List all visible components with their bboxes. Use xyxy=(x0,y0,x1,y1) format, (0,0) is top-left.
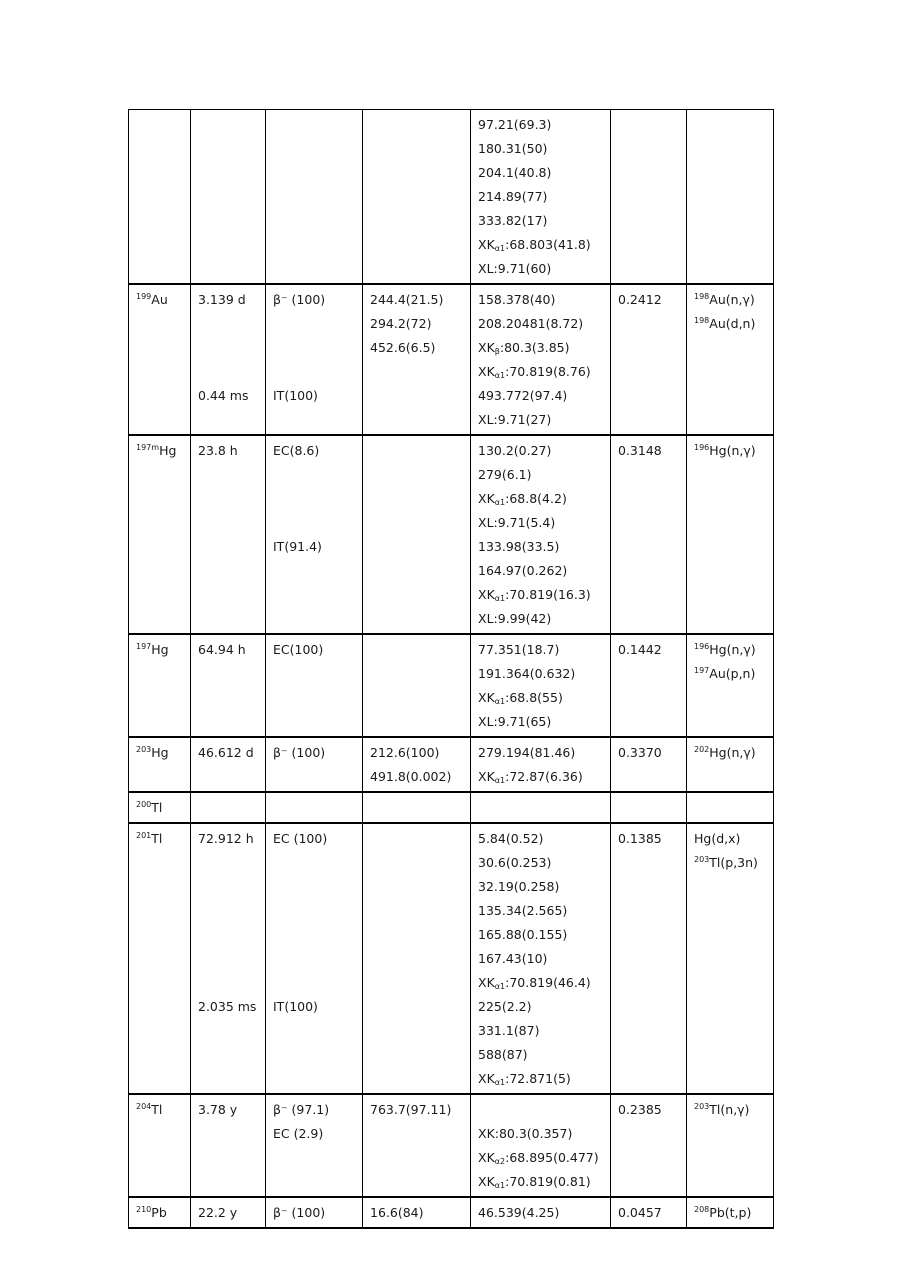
table-row xyxy=(129,435,774,634)
decay-mode-cell xyxy=(266,435,363,634)
table-row xyxy=(129,110,774,285)
half-life-cell xyxy=(191,435,266,634)
decay-mode-line: IT(100) xyxy=(273,388,318,403)
half-life-cell xyxy=(191,823,266,1094)
decay-mode-cell xyxy=(266,792,363,823)
half-life-line xyxy=(198,796,259,820)
gamma-energy-line: 208.20481(8.72) xyxy=(478,316,584,331)
nuclide-cell xyxy=(129,823,191,1094)
xray-subscript: α1 xyxy=(494,244,506,253)
nuclide-cell xyxy=(129,1197,191,1228)
gamma-energy-line: XL:9.99(42) xyxy=(478,611,552,626)
mass-number: 208 xyxy=(694,1205,710,1214)
xray-subscript: α1 xyxy=(494,1078,506,1087)
dose-constant-cell xyxy=(611,110,687,285)
table-row xyxy=(129,634,774,737)
gamma-energy-line: XL:9.71(65) xyxy=(478,714,552,729)
decay-mode-line xyxy=(273,971,356,995)
element-symbol: Tl xyxy=(151,1102,163,1117)
mass-number: 196 xyxy=(694,443,710,452)
half-life-line xyxy=(198,971,259,995)
nuclide-label xyxy=(136,741,184,765)
gamma-energy-line: 164.97(0.262) xyxy=(478,563,568,578)
gamma-energy-line: XL:9.71(27) xyxy=(478,412,552,427)
gamma-energy-line: 167.43(10) xyxy=(478,951,548,966)
production-reaction-line xyxy=(694,113,767,137)
half-life-line xyxy=(198,336,259,360)
mass-number: 197m xyxy=(136,443,160,452)
dose-constant-cell xyxy=(611,737,687,792)
element-symbol: Hg xyxy=(151,642,169,657)
decay-mode-line xyxy=(273,463,356,487)
gamma-energy-line: 214.89(77) xyxy=(478,189,548,204)
decay-mode-line xyxy=(273,851,356,875)
half-life-line: 0.44 ms xyxy=(198,388,249,403)
half-life-line xyxy=(198,312,259,336)
gamma-energy-cell xyxy=(471,792,611,823)
nuclide-label xyxy=(136,1201,184,1225)
beta-energy-cell xyxy=(363,284,471,435)
decay-mode-line: EC(8.6) xyxy=(273,443,320,458)
dose-constant-line: 0.0457 xyxy=(618,1205,662,1220)
gamma-energy-cell xyxy=(471,634,611,737)
production-reaction-line: $^{202}$Hg(n,γ) xyxy=(694,745,756,760)
decay-mode-line xyxy=(273,899,356,923)
table-row xyxy=(129,792,774,823)
decay-mode-line xyxy=(273,923,356,947)
decay-mode-cell xyxy=(266,634,363,737)
gamma-energy-line: 204.1(40.8) xyxy=(478,165,552,180)
beta-energy-line xyxy=(370,638,464,662)
gamma-energy-line: $XK_{\alpha 1}:70.819(0.81)$ xyxy=(478,1174,591,1190)
beta-energy-line: 763.7(97.11) xyxy=(370,1102,452,1117)
production-reaction-cell xyxy=(687,737,774,792)
production-reaction-line: $^{198}$Au(n,γ) xyxy=(694,292,755,307)
nuclide-label xyxy=(136,638,184,662)
gamma-energy-line: 279(6.1) xyxy=(478,467,532,482)
gamma-energy-cell xyxy=(471,110,611,285)
decay-mode-cell xyxy=(266,1094,363,1197)
beta-energy-line: 16.6(84) xyxy=(370,1205,424,1220)
gamma-energy-line: 191.364(0.632) xyxy=(478,666,576,681)
gamma-energy-line: $XK_{\alpha 1}:68.8(4.2)$ xyxy=(478,491,567,507)
dose-constant-cell xyxy=(611,634,687,737)
production-reaction-line: $^{196}$Hg(n,γ) xyxy=(694,443,756,458)
table-row xyxy=(129,284,774,435)
xray-subscript: α1 xyxy=(494,776,506,785)
decay-mode-cell xyxy=(266,110,363,285)
mass-number: 210 xyxy=(136,1205,152,1214)
element-symbol: Tl xyxy=(151,800,163,815)
xray-subscript: α1 xyxy=(494,371,506,380)
production-reaction-cell xyxy=(687,1197,774,1228)
nuclide-cell xyxy=(129,284,191,435)
element-symbol: Pb xyxy=(151,1205,167,1220)
production-reaction-line: $^{198}$Au(d,n) xyxy=(694,316,756,331)
gamma-energy-line: 133.98(33.5) xyxy=(478,539,560,554)
mass-number: 199 xyxy=(136,292,152,301)
xray-subscript: α1 xyxy=(494,982,506,991)
production-reaction-line xyxy=(694,796,767,820)
production-reaction-cell xyxy=(687,110,774,285)
gamma-energy-line: 180.31(50) xyxy=(478,141,548,156)
dose-constant-cell xyxy=(611,1197,687,1228)
half-life-line xyxy=(198,851,259,875)
decay-mode-line: IT(100) xyxy=(273,999,318,1014)
half-life-line: 64.94 h xyxy=(198,642,246,657)
mass-number: 203 xyxy=(694,1102,710,1111)
decay-mode-line xyxy=(273,511,356,535)
table-row xyxy=(129,737,774,792)
mass-number: 197 xyxy=(694,666,710,675)
gamma-energy-cell xyxy=(471,284,611,435)
gamma-energy-line: $XK_{\alpha 1}:70.819(46.4)$ xyxy=(478,975,591,991)
half-life-cell xyxy=(191,284,266,435)
decay-mode-line xyxy=(273,796,356,820)
decay-mode-line xyxy=(273,875,356,899)
beta-energy-line: 491.8(0.002) xyxy=(370,769,452,784)
gamma-energy-line: $XK_{\alpha 1}:68.803(41.8)$ xyxy=(478,237,591,253)
beta-energy-line xyxy=(370,796,464,820)
decay-mode-line xyxy=(273,360,356,384)
mass-number: 201 xyxy=(136,831,152,840)
gamma-energy-cell xyxy=(471,823,611,1094)
half-life-line xyxy=(198,875,259,899)
xray-subscript: α1 xyxy=(494,498,506,507)
decay-mode-line: β⁻ (100) xyxy=(273,1205,326,1220)
gamma-energy-line: 32.19(0.258) xyxy=(478,879,560,894)
half-life-line: 3.78 y xyxy=(198,1102,238,1117)
gamma-energy-line: $XK_{\alpha 2}:68.895(0.477)$ xyxy=(478,1150,599,1166)
gamma-energy-line: $XK_{\alpha 1}:72.871(5)$ xyxy=(478,1071,571,1087)
xray-subscript: α1 xyxy=(494,1181,506,1190)
half-life-line: 46.612 d xyxy=(198,745,254,760)
decay-mode-line xyxy=(273,336,356,360)
decay-mode-line: EC(100) xyxy=(273,642,324,657)
nuclide-label xyxy=(136,827,184,851)
gamma-energy-line: 279.194(81.46) xyxy=(478,745,576,760)
half-life-line: 3.139 d xyxy=(198,292,246,307)
production-reaction-line: $^{196}$Hg(n,γ) xyxy=(694,642,756,657)
mass-number: 198 xyxy=(694,316,710,325)
gamma-energy-line: 331.1(87) xyxy=(478,1023,540,1038)
decay-mode-line: EC (2.9) xyxy=(273,1126,324,1141)
gamma-energy-cell xyxy=(471,737,611,792)
beta-energy-line xyxy=(370,439,464,463)
mass-number: 197 xyxy=(136,642,152,651)
decay-mode-line: β⁻ (100) xyxy=(273,292,326,307)
mass-number: 203 xyxy=(136,745,152,754)
production-reaction-cell xyxy=(687,284,774,435)
half-life-line: 22.2 y xyxy=(198,1205,238,1220)
nuclide-line xyxy=(136,113,184,137)
mass-number: 204 xyxy=(136,1102,152,1111)
beta-energy-cell xyxy=(363,792,471,823)
nuclide-label xyxy=(136,796,184,820)
production-reaction-cell xyxy=(687,1094,774,1197)
decay-mode-line: β⁻ (100) xyxy=(273,745,326,760)
beta-energy-cell xyxy=(363,435,471,634)
decay-mode-cell xyxy=(266,1197,363,1228)
nuclide-data-table xyxy=(128,109,774,1229)
nuclide-cell xyxy=(129,435,191,634)
dose-constant-line: 0.1385 xyxy=(618,831,662,846)
gamma-energy-line: $XK_\beta:80.3(3.85)$ xyxy=(478,340,570,356)
beta-energy-cell xyxy=(363,1197,471,1228)
production-reaction-cell xyxy=(687,792,774,823)
gamma-energy-line: $XK_{\alpha 1}:68.8(55)$ xyxy=(478,690,563,706)
beta-energy-line: 294.2(72) xyxy=(370,316,432,331)
gamma-energy-line: $XK_{\alpha 1}:72.87(6.36)$ xyxy=(478,769,583,785)
dose-constant-cell xyxy=(611,1094,687,1197)
half-life-line: 2.035 ms xyxy=(198,999,257,1014)
production-reaction-line: $^{197}$Au(p,n) xyxy=(694,666,756,681)
nuclide-cell xyxy=(129,634,191,737)
nuclide-label xyxy=(136,288,184,312)
table-row xyxy=(129,1197,774,1228)
gamma-energy-line xyxy=(478,1098,604,1122)
production-reaction-line: $^{203}$Tl(n,γ) xyxy=(694,1102,750,1117)
table-body xyxy=(129,110,774,1229)
dose-constant-line xyxy=(618,796,680,820)
beta-energy-line: 212.6(100) xyxy=(370,745,440,760)
gamma-energy-line: 493.772(97.4) xyxy=(478,388,568,403)
gamma-energy-cell xyxy=(471,435,611,634)
half-life-cell xyxy=(191,737,266,792)
element-symbol: Hg xyxy=(151,745,169,760)
beta-energy-line: 244.4(21.5) xyxy=(370,292,444,307)
production-reaction-cell xyxy=(687,634,774,737)
beta-energy-line xyxy=(370,113,464,137)
element-symbol: Hg xyxy=(159,443,177,458)
half-life-cell xyxy=(191,110,266,285)
beta-energy-cell xyxy=(363,823,471,1094)
half-life-line xyxy=(198,947,259,971)
half-life-cell xyxy=(191,792,266,823)
decay-mode-line xyxy=(273,487,356,511)
decay-mode-line: β⁻ (97.1) xyxy=(273,1102,330,1117)
xray-subscript: α1 xyxy=(494,697,506,706)
mass-number: 200 xyxy=(136,800,152,809)
gamma-energy-line: XK:80.3(0.357) xyxy=(478,1126,573,1141)
element-symbol: Tl xyxy=(151,831,163,846)
beta-energy-cell xyxy=(363,634,471,737)
decay-mode-line: EC (100) xyxy=(273,831,328,846)
xray-subscript: β xyxy=(494,347,500,356)
mass-number: 202 xyxy=(694,745,710,754)
gamma-energy-cell xyxy=(471,1094,611,1197)
nuclide-cell xyxy=(129,737,191,792)
gamma-energy-line: 97.21(69.3) xyxy=(478,117,552,132)
half-life-line xyxy=(198,360,259,384)
decay-mode-cell xyxy=(266,737,363,792)
xray-subscript: α2 xyxy=(494,1157,506,1166)
gamma-energy-line: 158.378(40) xyxy=(478,292,556,307)
element-symbol: Au xyxy=(151,292,168,307)
dose-constant-line: 0.1442 xyxy=(618,642,662,657)
gamma-energy-line: 30.6(0.253) xyxy=(478,855,552,870)
dose-constant-line: 0.2385 xyxy=(618,1102,662,1117)
half-life-cell xyxy=(191,634,266,737)
gamma-energy-cell xyxy=(471,1197,611,1228)
decay-mode-cell xyxy=(266,284,363,435)
beta-energy-cell xyxy=(363,1094,471,1197)
beta-energy-line: 452.6(6.5) xyxy=(370,340,436,355)
gamma-energy-line: 588(87) xyxy=(478,1047,528,1062)
nuclide-cell xyxy=(129,792,191,823)
half-life-line: 23.8 h xyxy=(198,443,238,458)
dose-constant-cell xyxy=(611,435,687,634)
gamma-energy-line: XL:9.71(5.4) xyxy=(478,515,556,530)
decay-mode-line: IT(91.4) xyxy=(273,539,322,554)
gamma-energy-line: XL:9.71(60) xyxy=(478,261,552,276)
production-reaction-line: $^{208}$Pb(t,p) xyxy=(694,1205,752,1220)
nuclide-cell xyxy=(129,1094,191,1197)
dose-constant-line: 0.3148 xyxy=(618,443,662,458)
beta-energy-line xyxy=(370,827,464,851)
gamma-energy-line: 225(2.2) xyxy=(478,999,532,1014)
half-life-line: 72.912 h xyxy=(198,831,254,846)
dose-constant-cell xyxy=(611,284,687,435)
gamma-energy-line: 333.82(17) xyxy=(478,213,548,228)
mass-number: 203 xyxy=(694,855,710,864)
gamma-energy-line: 130.2(0.27) xyxy=(478,443,552,458)
decay-mode-cell xyxy=(266,823,363,1094)
half-life-line xyxy=(198,923,259,947)
production-reaction-line: Hg(d,x) xyxy=(694,831,741,846)
gamma-energy-line: 46.539(4.25) xyxy=(478,1205,560,1220)
mass-number: 196 xyxy=(694,642,710,651)
table-row xyxy=(129,1094,774,1197)
gamma-energy-line xyxy=(478,796,604,820)
decay-mode-line xyxy=(273,947,356,971)
nuclide-label xyxy=(136,1098,184,1122)
half-life-line xyxy=(198,899,259,923)
nuclide-cell xyxy=(129,110,191,285)
xray-subscript: α1 xyxy=(494,594,506,603)
half-life-cell xyxy=(191,1094,266,1197)
production-reaction-cell xyxy=(687,823,774,1094)
gamma-energy-line: 5.84(0.52) xyxy=(478,831,544,846)
nuclide-label xyxy=(136,439,184,463)
dose-constant-line: 0.3370 xyxy=(618,745,662,760)
gamma-energy-line: $XK_{\alpha 1}:70.819(8.76)$ xyxy=(478,364,591,380)
dose-constant-line: 0.2412 xyxy=(618,292,662,307)
table-row xyxy=(129,823,774,1094)
gamma-energy-line: 77.351(18.7) xyxy=(478,642,560,657)
half-life-cell xyxy=(191,1197,266,1228)
production-reaction-cell xyxy=(687,435,774,634)
beta-energy-cell xyxy=(363,110,471,285)
gamma-energy-line: 135.34(2.565) xyxy=(478,903,568,918)
production-reaction-line: $^{203}$Tl(p,3n) xyxy=(694,855,758,870)
decay-mode-line xyxy=(273,113,356,137)
decay-mode-line xyxy=(273,312,356,336)
dose-constant-cell xyxy=(611,823,687,1094)
gamma-energy-line: 165.88(0.155) xyxy=(478,927,568,942)
dose-constant-cell xyxy=(611,792,687,823)
half-life-line xyxy=(198,113,259,137)
mass-number: 198 xyxy=(694,292,710,301)
gamma-energy-line: $XK_{\alpha 1}:70.819(16.3)$ xyxy=(478,587,591,603)
dose-constant-line xyxy=(618,113,680,137)
beta-energy-cell xyxy=(363,737,471,792)
